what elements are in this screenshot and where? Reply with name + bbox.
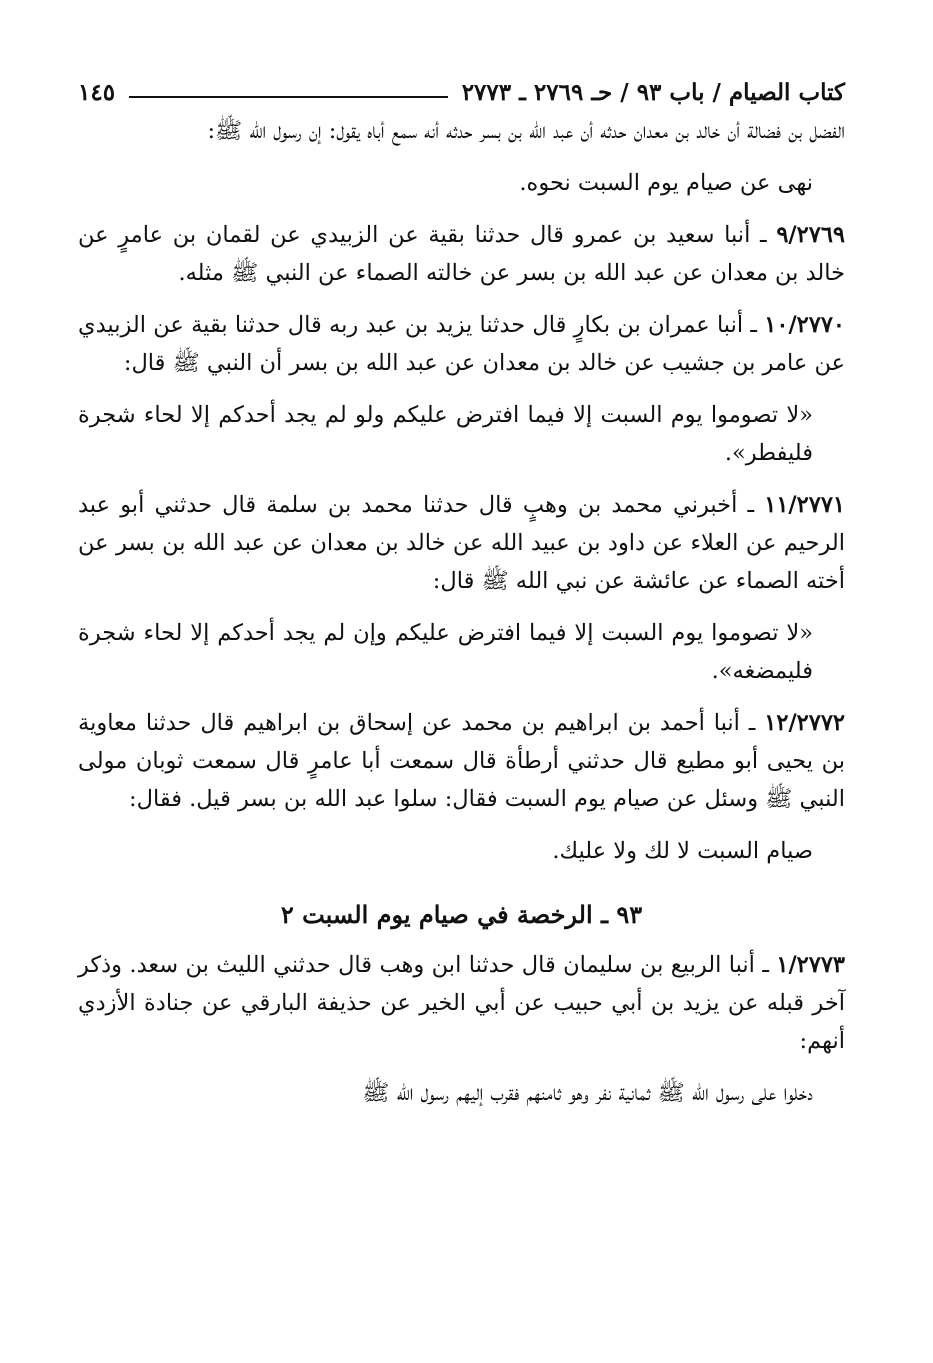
running-header — [78, 62, 845, 106]
hadith-paragraph — [78, 704, 845, 818]
paragraph-text: الفضل بن فضالة أن خالد بن معدان حدثه أن عبد الله بن بسر حدثه أنه سمع أباه يقول: إن رسول الله ﷺ: — [207, 118, 845, 144]
page-body — [78, 112, 845, 1112]
paragraph-list — [78, 112, 845, 870]
paragraph-text: دخلوا على رسول الله ﷺ ثمانية نفر وهو ثامنهم فقرب إليهم رسول الله ﷺ — [362, 1080, 813, 1106]
quote-paragraph — [78, 832, 845, 870]
paragraph-text: «لا تصوموا يوم السبت إلا فيما افترض عليكم وإن لم يجد أحدكم إلا لحاء شجرة فليمضغه». — [78, 620, 813, 684]
quote-paragraph — [78, 396, 845, 472]
paragraph-text: ـ أنبا سعيد بن عمرو قال حدثنا بقية عن الزبيدي عن لقمان بن عامرٍ عن خالد بن معدان عن عبد الله بن بسر عن خالته الصماء عن النبي ﷺ مثله. — [78, 222, 845, 286]
hadith-number: ١١/٢٧٧١ — [764, 492, 845, 518]
hadith-number: ٩/٢٧٦٩ — [776, 222, 845, 248]
paragraph-text: «لا تصوموا يوم السبت إلا فيما افترض عليكم ولو لم يجد أحدكم إلا لحاء شجرة فليفطر». — [78, 402, 813, 466]
hadith-number: ١/٢٧٧٣ — [776, 952, 846, 978]
hadith-paragraph — [78, 306, 845, 382]
paragraph-text: نهى عن صيام يوم السبت نحوه. — [519, 170, 813, 196]
quote-paragraph — [78, 1074, 845, 1112]
hadith-number: ١٢/٢٧٧٢ — [764, 710, 846, 736]
paragraph-text: ـ أنبا أحمد بن ابراهيم بن محمد عن إسحاق بن ابراهيم قال حدثنا معاوية بن يحيى أبو مطيع قال حدثني أرطأة قال سمعت أبا عامرٍ قال سمعت ثوبان مولى النبي ﷺ وسئل عن صيام يوم السبت فقال: سلوا عبد الله بن بسر قيل. فقال: — [78, 710, 845, 812]
header-title: كتاب الصيام / باب ٩٣ / حـ ٢٧٦٩ ـ ٢٧٧٣ — [461, 79, 845, 106]
paragraph-text: ـ أخبرني محمد بن وهبٍ قال حدثنا محمد بن سلمة قال حدثني أبو عبد الرحيم عن العلاء عن داود بن عبيد الله عن خالد بن معدان عن عبد الله بن بسر عن أخته الصماء عن عائشة عن نبي الله ﷺ قال: — [78, 492, 845, 594]
hadith-paragraph — [78, 946, 845, 1060]
section-title: ٩٣ ـ الرخصة في صيام يوم السبت ٢ — [280, 900, 643, 929]
header-rule — [129, 96, 448, 98]
paragraph-text: ـ أنبا الربيع بن سليمان قال حدثنا ابن وهب قال حدثني الليث بن سعد. وذكر آخر قبله عن يزيد بن أبي حبيب عن أبي الخير عن حذيفة البارقي عن جنادة الأزدي أنهم: — [78, 952, 845, 1054]
paragraph-text: صيام السبت لا لك ولا عليك. — [552, 838, 813, 864]
paragraph-text: ـ أنبا عمران بن بكارٍ قال حدثنا يزيد بن عبد ربه قال حدثنا بقية عن الزبيدي عن عامر بن جشيب عن خالد بن معدان عن عبد الله بن بسر أن النبي ﷺ قال: — [78, 312, 845, 376]
quote-paragraph — [78, 614, 845, 690]
hadith-paragraph — [78, 486, 845, 600]
page-number: ١٤٥ — [78, 79, 116, 106]
text-paragraph — [78, 112, 845, 150]
section-paragraph-list — [78, 946, 845, 1112]
quote-paragraph — [78, 164, 845, 202]
hadith-paragraph — [78, 216, 845, 292]
hadith-number: ١٠/٢٧٧٠ — [764, 312, 846, 338]
